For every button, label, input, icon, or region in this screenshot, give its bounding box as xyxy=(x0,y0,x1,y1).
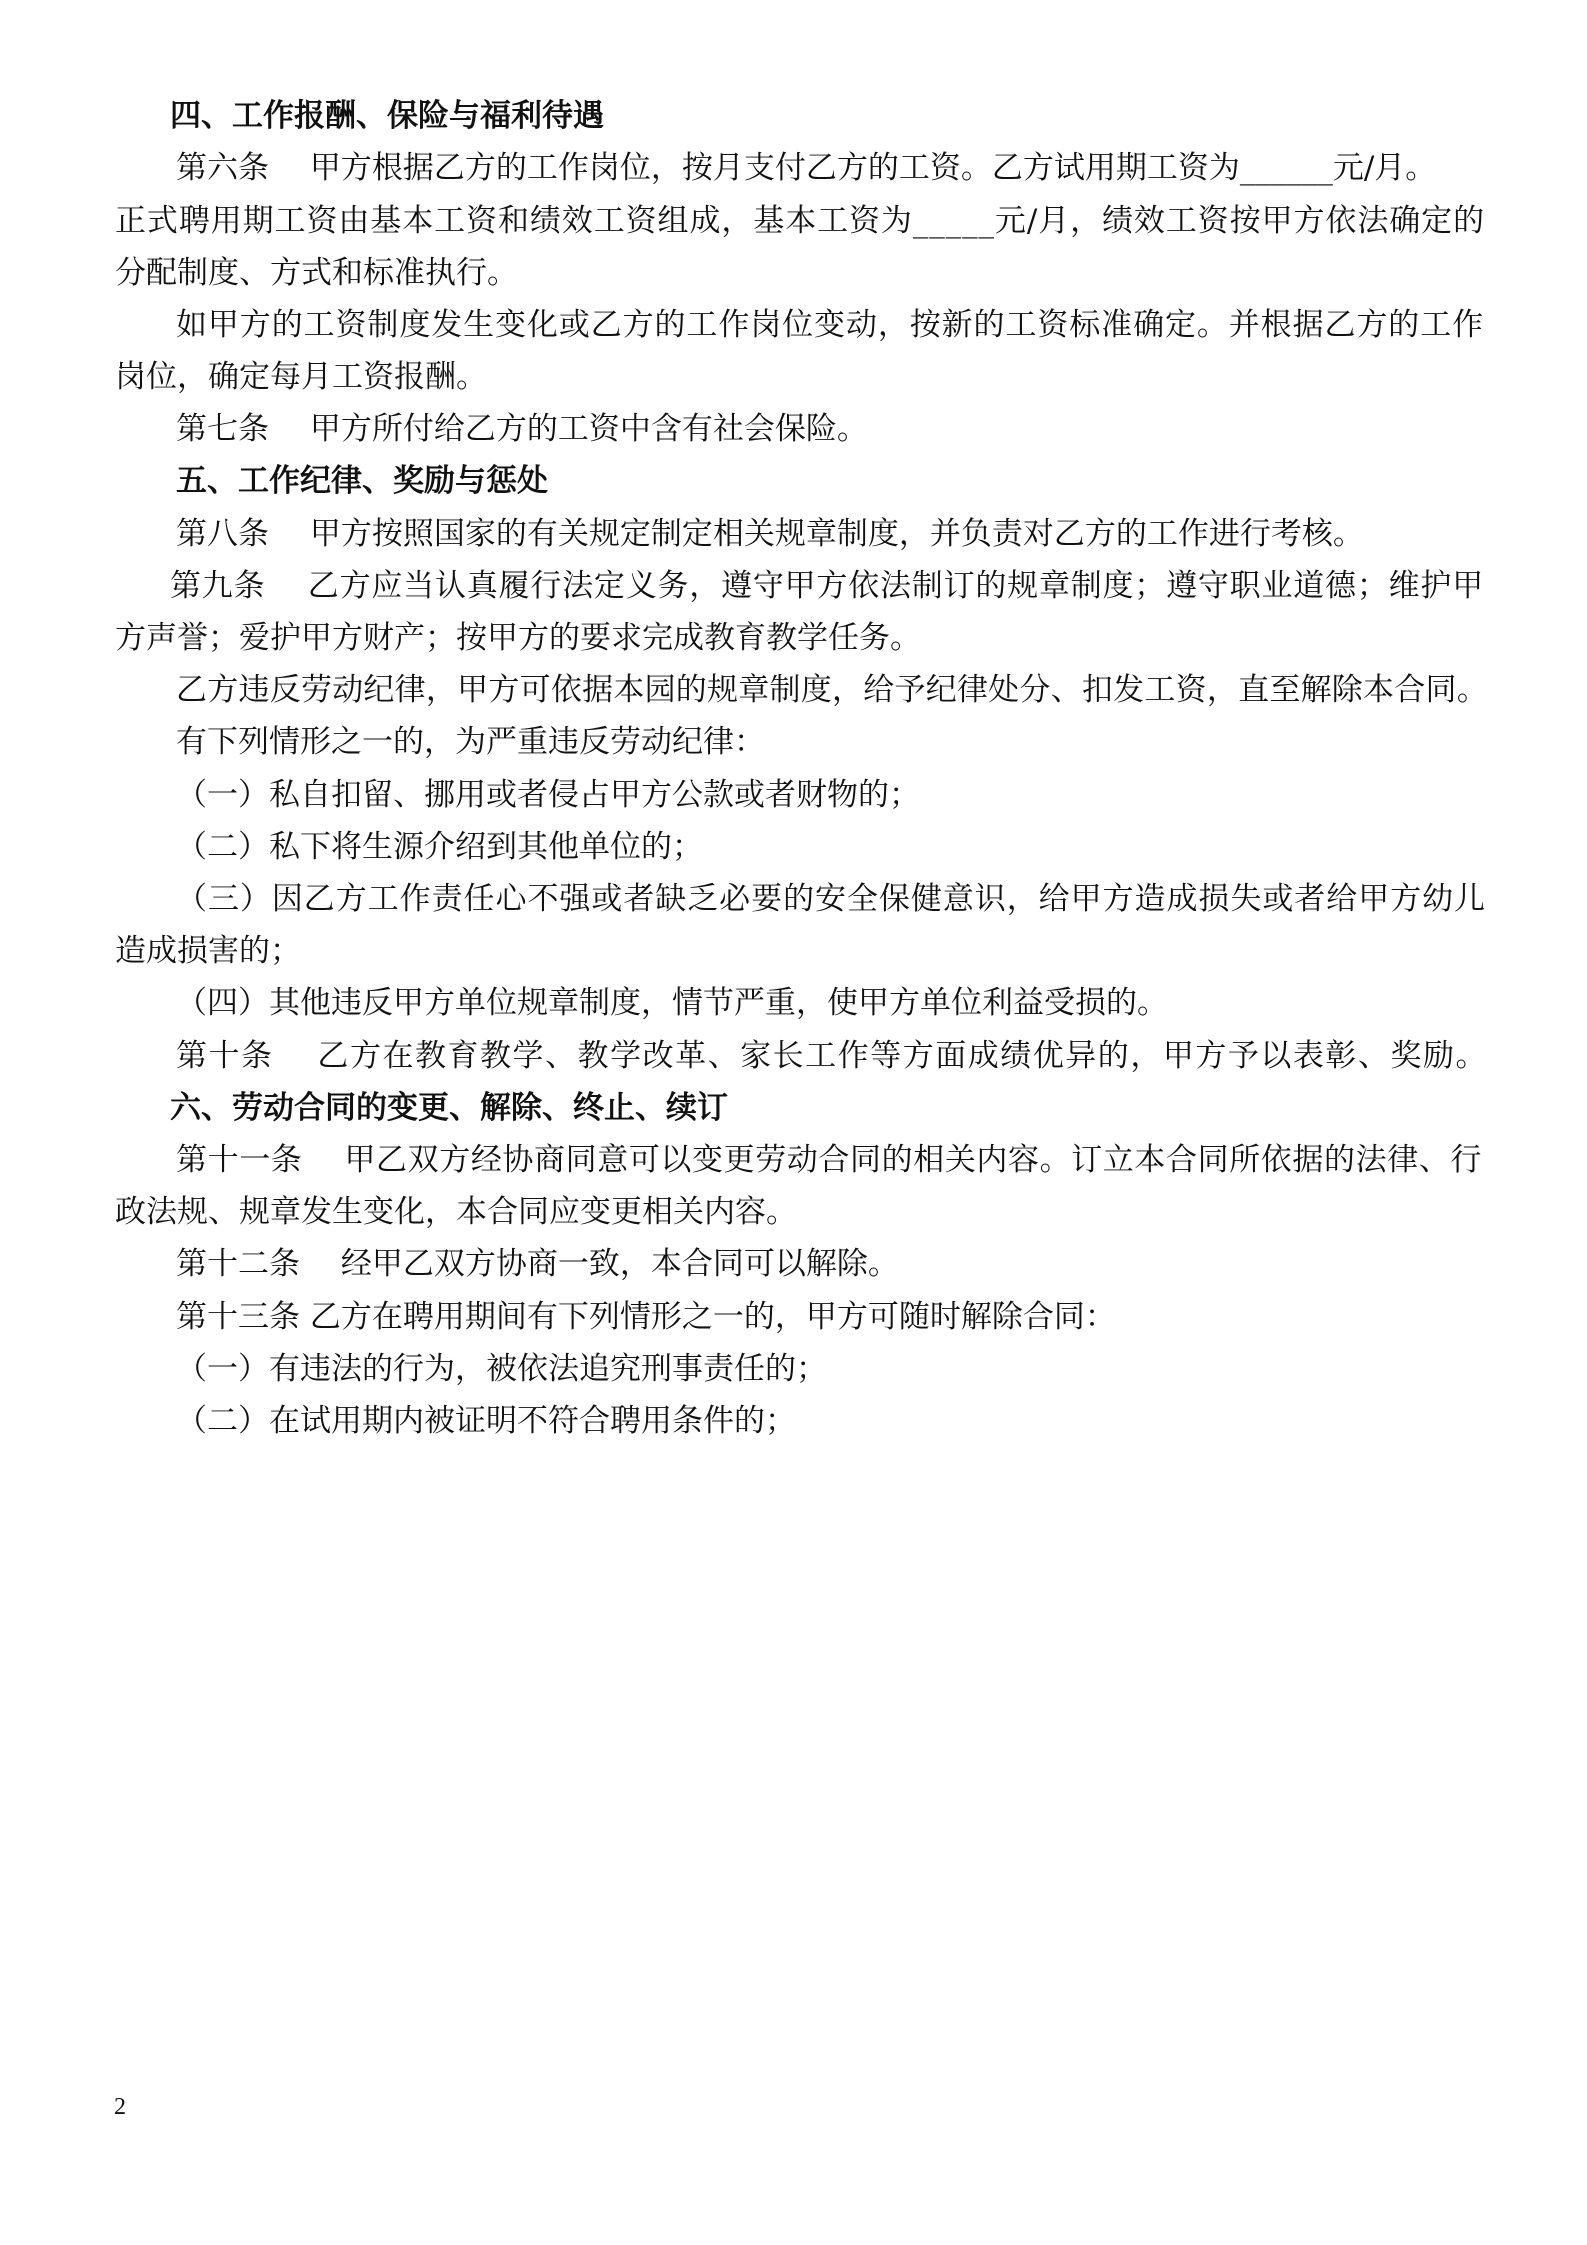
text-line: 第十条 乙方在教育教学、教学改革、家长工作等方面成绩优异的，甲方予以表彰、奖励。 xyxy=(176,1038,1488,1074)
text-line: （一）有违法的行为，被依法追究刑事责任的； xyxy=(176,1351,827,1387)
text-line: 第十二条 经甲乙双方协商一致，本合同可以解除。 xyxy=(176,1246,899,1282)
text-line: 有下列情形之一的，为严重违反劳动纪律： xyxy=(176,724,765,760)
text-line: （二）在试用期内被证明不符合聘用条件的； xyxy=(176,1403,796,1439)
text-line: 方声誉；爱护甲方财产；按甲方的要求完成教育教学任务。 xyxy=(115,620,921,656)
text-line: 造成损害的； xyxy=(115,933,301,969)
text-line: 岗位，确定每月工资报酬。 xyxy=(115,359,487,395)
section-heading: 五、工作纪律、奖励与惩处 xyxy=(176,463,548,499)
text-line: 第六条 甲方根据乙方的工作岗位，按月支付乙方的工资。乙方试用期工资为______元/月。 xyxy=(176,150,1437,186)
text-line: 第七条 甲方所付给乙方的工资中含有社会保险。 xyxy=(176,411,868,447)
text-line: 乙方违反劳动纪律，甲方可依据本园的规章制度，给予纪律处分、扣发工资，直至解除本合同。 xyxy=(176,672,1488,708)
text-line: 如甲方的工资制度发生变化或乙方的工作岗位变动，按新的工资标准确定。并根据乙方的工作 xyxy=(176,307,1484,343)
text-line: （二）私下将生源介绍到其他单位的； xyxy=(176,829,703,865)
text-line: （一）私自扣留、挪用或者侵占甲方公款或者财物的； xyxy=(176,777,920,813)
text-line: 政法规、规章发生变化，本合同应变更相关内容。 xyxy=(115,1194,797,1230)
text-line: （四）其他违反甲方单位规章制度，情节严重，使甲方单位利益受损的。 xyxy=(176,985,1168,1021)
text-line: 分配制度、方式和标准执行。 xyxy=(115,255,518,291)
text-line: 第十三条 乙方在聘用期间有下列情形之一的，甲方可随时解除合同： xyxy=(176,1299,1116,1335)
text-line: （三）因乙方工作责任心不强或者缺乏必要的安全保健意识，给甲方造成损失或者给甲方幼儿 xyxy=(176,881,1486,917)
text-line: 第九条 乙方应当认真履行法定义务，遵守甲方依法制订的规章制度；遵守职业道德；维护甲 xyxy=(170,568,1484,604)
text-line: 第八条 甲方按照国家的有关规定制定相关规章制度，并负责对乙方的工作进行考核。 xyxy=(176,516,1364,552)
text-line: 正式聘用期工资由基本工资和绩效工资组成，基本工资为_____元/月，绩效工资按甲方依法确定的 xyxy=(115,203,1485,239)
section-heading: 六、劳动合同的变更、解除、终止、续订 xyxy=(170,1090,728,1126)
section-heading: 四、工作报酬、保险与福利待遇 xyxy=(170,98,604,134)
page-number: 2 xyxy=(114,2094,126,2120)
text-line: 第十一条 甲乙双方经协商同意可以变更劳动合同的相关内容。订立本合同所依据的法律、行 xyxy=(176,1142,1482,1178)
